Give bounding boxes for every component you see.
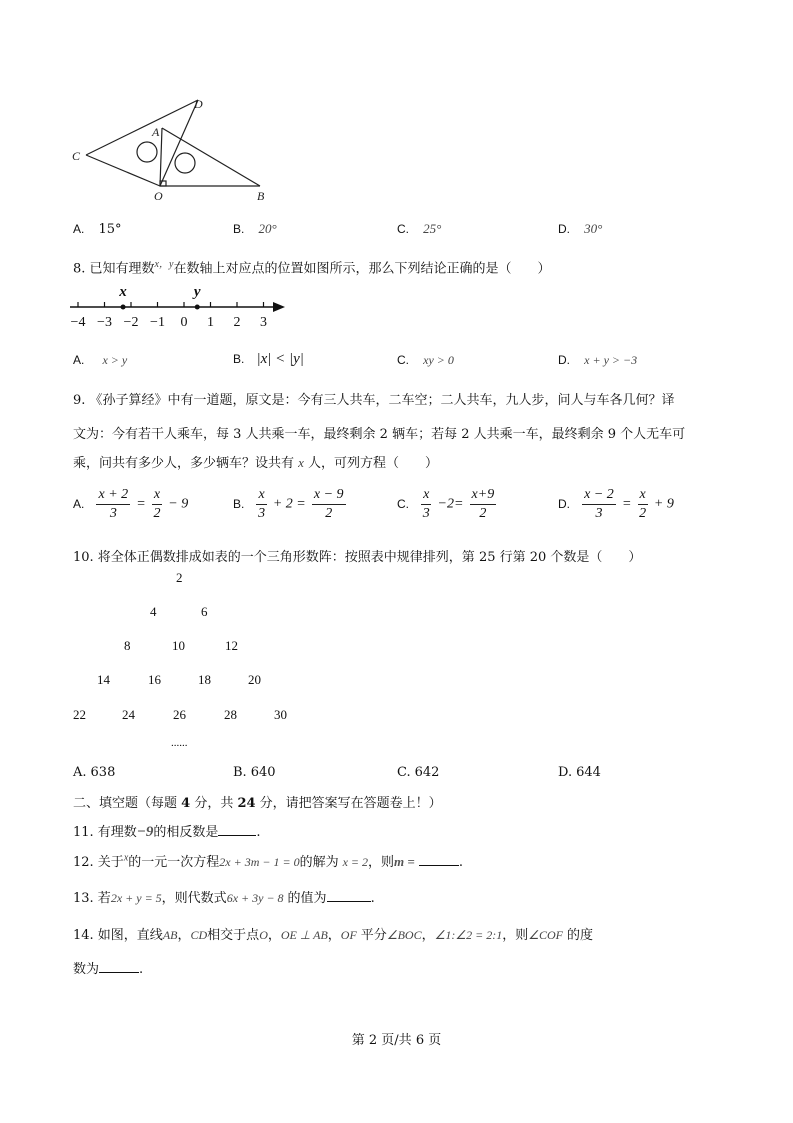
numerator: x − 9 (312, 487, 346, 505)
q10-text: 10. 将全体正偶数排成如表的一个三角形数阵：按照表中规律排列，第 25 行第 20 个数是（ ） (73, 550, 642, 565)
option-letter: D. (558, 765, 573, 780)
tick-label: 1 (207, 315, 214, 330)
q12-m: m = (394, 854, 415, 869)
page-footer: 第 2 页/共 6 页 (351, 1033, 442, 1048)
numerator: x + 2 (96, 487, 130, 505)
q7-option-c[interactable] (397, 221, 441, 237)
option-value: xy > 0 (423, 353, 454, 367)
q9-text-post: 人，可列方程（ ） (303, 456, 439, 471)
q13-text: ，则代数式 (161, 891, 227, 906)
heading-text: 二、填空题（每题 (73, 796, 182, 811)
tick-label: −4 (70, 315, 86, 330)
option-letter: B. (233, 352, 245, 366)
q13-text-post: 的值为 (287, 891, 327, 906)
tick-label: 0 (180, 315, 188, 330)
q8-option-d[interactable] (558, 353, 637, 368)
triangle-cell: 6 (201, 604, 208, 619)
denominator: 3 (422, 506, 430, 521)
triangle-cell: 18 (198, 672, 211, 687)
option-value: 644 (576, 765, 601, 780)
triangle-cell: 10 (172, 638, 185, 653)
label-b: B (257, 189, 265, 203)
answer-blank[interactable] (218, 823, 256, 836)
option-letter: D. (558, 497, 570, 511)
q14-boc: ∠BOC (386, 928, 422, 942)
q13-expression: 6x + 3y − 8 (226, 891, 284, 905)
option-value: x + y > −3 (584, 353, 638, 367)
option-letter: D. (558, 222, 570, 236)
q14-of: OF (340, 928, 357, 942)
numerator: x (256, 487, 266, 505)
q10-option-c[interactable] (397, 765, 439, 780)
label-d: D (194, 97, 203, 111)
answer-blank[interactable] (99, 960, 139, 973)
q9-var: x (298, 455, 304, 470)
option-value: 15° (98, 222, 122, 237)
label-c: C (72, 149, 81, 163)
q9-text: 乘，问共有多少人，多少辆车？设共有 (73, 456, 299, 471)
label-o: O (154, 189, 163, 203)
denominator: 2 (325, 506, 333, 521)
q11-text: 11. 有理数 (73, 825, 137, 840)
option-letter: C. (397, 497, 409, 511)
numerator: x+9 (470, 487, 497, 505)
fraction (582, 487, 616, 522)
triangle-cell: 16 (148, 672, 161, 687)
answer-blank[interactable] (327, 889, 371, 902)
operator: −2= (437, 496, 464, 512)
option-letter: C. (397, 765, 411, 780)
denominator: 2 (153, 506, 161, 521)
question-13 (73, 887, 375, 906)
q12-text: ，则 (368, 855, 395, 870)
triangle-cell: 14 (97, 672, 110, 687)
y-point (195, 305, 200, 310)
tick-label: −1 (150, 315, 165, 330)
option-letter: C. (397, 222, 409, 236)
option-letter: B. (233, 765, 247, 780)
q14-sep: ， (267, 928, 281, 943)
q13-text: 13. 若 (73, 891, 111, 906)
option-letter: C. (397, 353, 409, 367)
option-value: 25° (423, 221, 442, 236)
option-letter: A. (73, 765, 87, 780)
numerator: x (421, 487, 431, 505)
q11-number: −9 (136, 824, 154, 840)
question-12 (73, 851, 463, 870)
option-value: x > y (102, 353, 128, 367)
q8-option-b[interactable] (233, 351, 304, 368)
operator: + 2 = (272, 496, 306, 512)
option-letter: A. (73, 353, 85, 367)
q11-end: . (256, 825, 261, 840)
q14-ab: AB (162, 928, 178, 942)
section-2-heading (73, 792, 442, 811)
q9-option-b[interactable] (233, 487, 348, 522)
q12-var: x (123, 852, 129, 864)
tick-label: −2 (123, 315, 139, 330)
q14-ratio: ∠1:∠2 = 2:1 (434, 928, 503, 942)
operator: = (136, 496, 146, 512)
q10-option-a[interactable] (73, 765, 115, 780)
operator: = (621, 496, 632, 512)
q14-text: 数为 (73, 962, 100, 977)
q14-text: 相交于点 (207, 928, 260, 943)
tail: + 9 (653, 496, 674, 512)
triangle-ellipsis: ...... (171, 737, 188, 749)
triangle-cell: 28 (224, 707, 237, 722)
q14-sep: ， (421, 928, 435, 943)
option-value: |x| < |y| (256, 351, 304, 367)
q8-text: 8. 已知有理数 (73, 261, 155, 277)
question-14-line-1 (73, 924, 593, 943)
numerator: x (638, 487, 648, 505)
q12-text: 12. 关于 (73, 855, 124, 870)
q9-option-c[interactable] (397, 487, 498, 522)
denominator: 3 (258, 506, 266, 521)
fraction (152, 487, 162, 522)
fraction (256, 487, 266, 522)
q7-option-a[interactable] (73, 222, 122, 237)
q12-equation: 2x + 3m − 1 = 0 (219, 855, 300, 869)
triangle-cell: 20 (248, 672, 261, 687)
heading-text: 分，共 (190, 796, 238, 811)
q14-cof: ∠COF (528, 928, 563, 942)
triangle-cell: 24 (122, 707, 135, 722)
y-point-label: y (193, 284, 201, 300)
q14-text: 14. 如图，直线 (73, 928, 163, 943)
triangle-cell: 26 (173, 707, 186, 722)
heading-total: 24 (237, 796, 256, 811)
question-8 (73, 255, 550, 276)
tick-label: −3 (97, 315, 112, 330)
numerator: x − 2 (582, 487, 616, 505)
triangle-cell: 22 (73, 707, 86, 722)
q9-line-2: 文为：今有若干人乘车，每 3 人共乘一车，最终剩余 2 辆车；若每 2 人共乘一车，最终剩余 9 个人无车可 (73, 427, 686, 442)
q14-end: . (139, 962, 144, 977)
q12-text: 的解为 (299, 855, 339, 870)
fraction (96, 487, 130, 522)
q8-text-post: 在数轴上对应点的位置如图所示，那么下列结论正确的是（ ） (173, 261, 551, 277)
q9-line-1: 9. 《孙子算经》中有一道题，原文是：今有三人共车，二车空；二人共车，九人步，问人与车各几何？译 (73, 393, 675, 408)
option-value: 642 (414, 765, 440, 780)
option-letter: B. (233, 497, 245, 511)
q12-end: . (458, 855, 463, 870)
x-point-label: x (119, 284, 127, 300)
denominator: 2 (639, 506, 647, 521)
option-letter: B. (233, 222, 245, 236)
option-value: 30° (584, 221, 603, 236)
q10-option-b[interactable] (233, 765, 276, 780)
question-14-line-2 (73, 958, 143, 977)
fraction (312, 487, 346, 522)
option-value: 640 (250, 765, 276, 780)
option-value: 638 (90, 765, 116, 780)
tail: − 9 (168, 496, 189, 512)
q14-oe: OE ⊥ AB (280, 928, 328, 942)
q12-solution: x = 2 (342, 855, 369, 869)
option-letter: A. (73, 497, 85, 511)
q7-option-d[interactable] (558, 221, 602, 237)
denominator: 3 (595, 506, 603, 521)
tick-label: 2 (233, 315, 241, 330)
x-point (121, 305, 126, 310)
triangle-cell: 4 (150, 604, 157, 619)
triangle-cell: 8 (124, 638, 131, 653)
q13-condition: 2x + y = 5 (110, 891, 162, 905)
numerator: x (152, 487, 162, 505)
triangle-cell: 30 (274, 707, 287, 722)
heading-points: 4 (181, 796, 191, 811)
q9-option-a[interactable] (73, 487, 188, 522)
option-letter: D. (558, 353, 570, 367)
q11-text-post: 的相反数是 (153, 825, 219, 840)
denominator: 2 (479, 506, 487, 521)
answer-blank[interactable] (419, 853, 459, 866)
q14-text: ，则 (502, 928, 529, 943)
option-value: 20° (258, 221, 277, 236)
q14-sep: ， (327, 928, 341, 943)
q9-option-d[interactable] (558, 487, 674, 522)
fraction (638, 487, 648, 522)
triangle-figure (60, 92, 280, 204)
fraction (470, 487, 497, 522)
q7-option-b[interactable] (233, 221, 277, 237)
q14-text-post: 的度 (566, 928, 593, 943)
triangle-cell: 12 (225, 638, 238, 653)
denominator: 3 (109, 506, 117, 521)
fraction (421, 487, 431, 522)
heading-text: 分，请把答案写在答题卷上！） (255, 796, 442, 811)
q8-vars: x，y (154, 259, 174, 270)
q14-sep: ， (177, 928, 191, 943)
q14-cd: CD (190, 928, 208, 942)
option-letter: A. (73, 222, 85, 236)
tick-label: 3 (260, 315, 267, 330)
question-11 (73, 821, 261, 841)
q8-option-c[interactable] (397, 353, 454, 368)
q14-o: O (259, 928, 268, 942)
q14-text: 平分 (360, 928, 387, 943)
q9-line-3 (73, 452, 438, 471)
label-a: A (152, 125, 160, 139)
q13-end: . (370, 891, 375, 906)
q8-option-a[interactable] (73, 353, 127, 368)
number-line (70, 282, 295, 332)
triangle-cell: 2 (176, 570, 183, 585)
q12-text: 的一元一次方程 (128, 855, 220, 870)
q10-option-d[interactable] (558, 765, 601, 780)
